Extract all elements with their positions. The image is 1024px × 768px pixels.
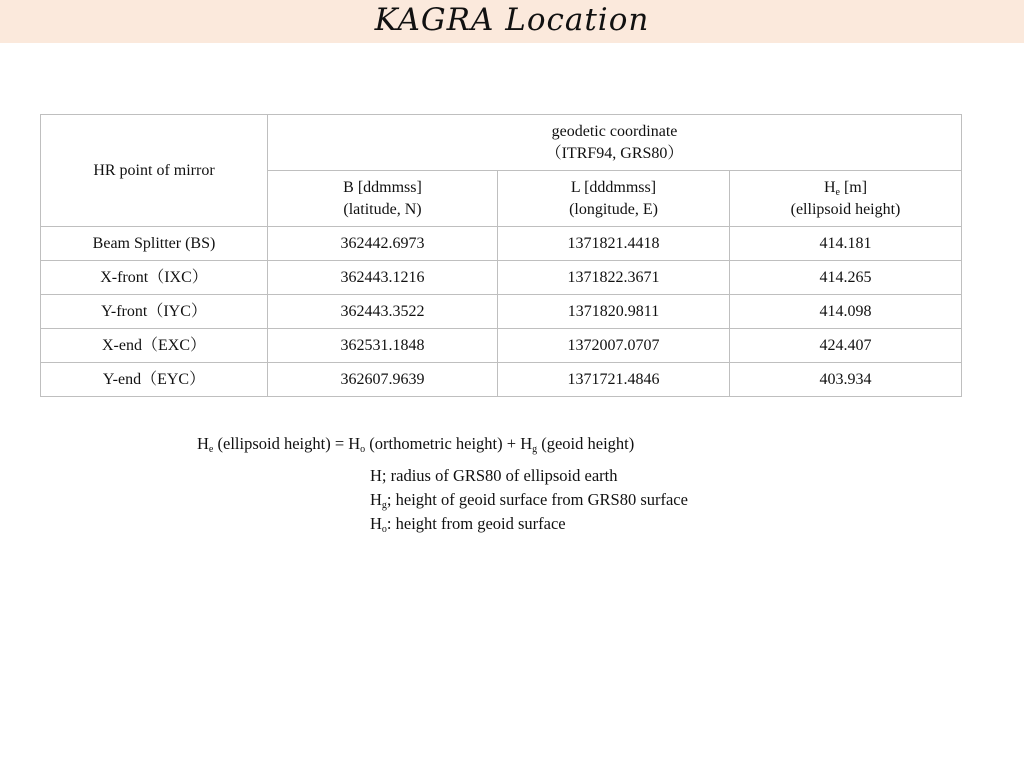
header-latitude	[268, 171, 498, 227]
header-latitude-line1: B [ddmmss]	[343, 178, 422, 196]
note-ho-subscript: o	[381, 524, 387, 535]
header-height-line2: (ellipsoid height)	[790, 200, 901, 218]
table-row	[41, 227, 962, 261]
header-height	[730, 171, 962, 227]
note-ho-symbol: H	[370, 514, 382, 533]
note-h: H; radius of GRS80 of ellipsoid earth	[370, 466, 618, 485]
header-latitude-line2: (latitude, N)	[343, 200, 422, 218]
header-geodetic-line2: （ITRF94, GRS80）	[545, 144, 684, 162]
header-mirror: HR point of mirror	[41, 115, 268, 227]
cell-latitude: 362442.6973	[268, 227, 498, 261]
header-height-unit: [m]	[839, 178, 868, 196]
table-row	[41, 261, 962, 295]
page-title: KAGRA Location	[374, 2, 650, 38]
cell-height: 414.098	[730, 295, 962, 329]
formula-he-subscript: e	[208, 444, 214, 455]
cell-latitude: 362531.1848	[268, 329, 498, 363]
note-hg-subscript: g	[381, 500, 387, 511]
cell-longitude: 1371721.4846	[498, 363, 730, 397]
header-longitude	[498, 171, 730, 227]
cell-height: 414.265	[730, 261, 962, 295]
cell-latitude: 362607.9639	[268, 363, 498, 397]
cell-longitude: 1372007.0707	[498, 329, 730, 363]
header-height-symbol: H	[823, 178, 836, 196]
cell-longitude: 1371821.4418	[498, 227, 730, 261]
cell-mirror: X-front（IXC）	[41, 261, 268, 295]
formula-hg-text: (geoid height)	[537, 434, 635, 453]
header-height-subscript: e	[835, 186, 840, 198]
height-formula	[197, 434, 634, 454]
cell-longitude: 1371822.3671	[498, 261, 730, 295]
header-geodetic-line1: geodetic coordinate	[551, 122, 678, 140]
table-row	[41, 295, 962, 329]
definition-notes	[370, 464, 688, 536]
table-header-row	[41, 115, 962, 171]
formula-ho-symbol: H	[348, 434, 361, 453]
table-row	[41, 329, 962, 363]
formula-ho-subscript: o	[360, 444, 366, 455]
coordinate-table	[40, 114, 962, 397]
cell-mirror: Y-front（IYC）	[41, 295, 268, 329]
formula-hg-subscript: g	[532, 444, 538, 455]
note-ho	[370, 512, 688, 536]
formula-he-symbol: H	[197, 434, 209, 453]
cell-longitude: 1371820.9811	[498, 295, 730, 329]
header-longitude-line1: L [dddmmss]	[570, 178, 657, 196]
header-longitude-line2: (longitude, E)	[569, 200, 658, 218]
formula-ho-text: (orthometric height) +	[365, 434, 521, 453]
formula-he-text: (ellipsoid height) =	[213, 434, 349, 453]
note-ho-text: : height from geoid surface	[386, 514, 566, 533]
cell-mirror: Beam Splitter (BS)	[41, 227, 268, 261]
note-hg-text: ; height of geoid surface from GRS80 surface	[386, 490, 688, 509]
cell-mirror: Y-end（EYC）	[41, 363, 268, 397]
header-geodetic	[268, 115, 962, 171]
formula-hg-symbol: H	[520, 434, 533, 453]
table-row	[41, 363, 962, 397]
note-hg	[370, 488, 688, 512]
note-hg-symbol: H	[370, 490, 382, 509]
cell-mirror: X-end（EXC）	[41, 329, 268, 363]
header-height-line1	[730, 177, 961, 199]
cell-height: 424.407	[730, 329, 962, 363]
cell-latitude: 362443.1216	[268, 261, 498, 295]
cell-height: 414.181	[730, 227, 962, 261]
cell-height: 403.934	[730, 363, 962, 397]
cell-latitude: 362443.3522	[268, 295, 498, 329]
